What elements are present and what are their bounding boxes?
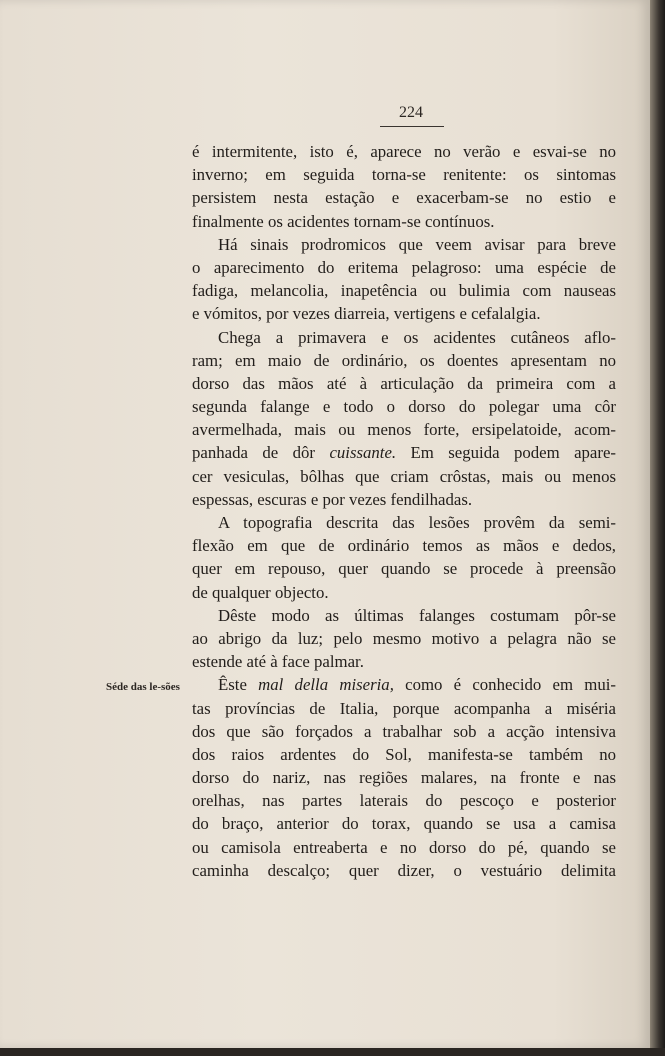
text-run: Em seguida podem apare-: [396, 443, 616, 463]
text-run: Chega a primavera e os acidentes cutâneos aflo-: [218, 327, 616, 347]
text-line: [192, 302, 616, 325]
text-line: [192, 279, 616, 302]
text-line-content: [192, 186, 616, 209]
text-line-content: [192, 534, 616, 557]
text-line: [192, 465, 616, 488]
text-line-content: [218, 511, 616, 534]
book-spine: [650, 0, 665, 1056]
text-line-content: [192, 627, 616, 650]
text-line-content: [192, 859, 616, 882]
text-run: e vómitos, por vezes diarreia, vertigens e cefalalgia.: [192, 304, 541, 324]
text-run: flexão em que de ordinário temos as mãos e dedos,: [192, 536, 616, 556]
text-line: [192, 766, 616, 789]
text-line: [192, 233, 616, 256]
text-run: fadiga, melancolia, inapetência ou bulimia com nauseas: [192, 281, 616, 301]
text-line-content: [192, 163, 616, 186]
text-line: [192, 859, 616, 882]
text-line: [192, 743, 616, 766]
text-run: dos que são forçados a trabalhar sob a acção intensiva: [192, 721, 616, 741]
text-run: espessas, escuras e por vezes fendilhadas.: [192, 489, 473, 509]
text-line: [192, 256, 616, 279]
text-line: [192, 488, 616, 511]
text-line: [192, 789, 616, 812]
text-line: [192, 441, 616, 464]
text-run: avermelhada, mais ou menos forte, ersipelatoide, acom-: [192, 420, 616, 440]
text-run: panhada de dôr: [192, 443, 330, 463]
text-run: do braço, anterior do torax, quando se usa a camisa: [192, 814, 616, 834]
text-run: Há sinais prodromicos que veem avisar para breve: [218, 234, 616, 254]
text-line: [192, 581, 616, 604]
text-run: Dêste modo as últimas falanges costumam pôr-se: [218, 605, 616, 625]
body-text: [192, 140, 616, 882]
marginal-note: Séde das le-sões: [106, 681, 180, 693]
text-line-content: [218, 604, 616, 627]
text-line-content: [192, 395, 616, 418]
italic-term: mal della miseria,: [258, 675, 394, 695]
text-run: ou camisola entreaberta e no dorso do pé, quando se: [192, 837, 616, 857]
text-line: [192, 511, 616, 534]
text-line-content: [218, 673, 616, 696]
text-run: quer em repouso, quer quando se procede à preensão: [192, 559, 616, 579]
text-run: orelhas, nas partes laterais do pescoço e posterior: [192, 791, 616, 811]
text-line: [192, 140, 616, 163]
text-run: dos raios ardentes do Sol, manifesta-se também no: [192, 744, 616, 764]
text-line: [192, 557, 616, 580]
text-line-content: [218, 326, 616, 349]
italic-term: cuissante.: [329, 443, 397, 463]
text-line: [192, 534, 616, 557]
text-line: [192, 720, 616, 743]
text-line: [192, 836, 616, 859]
text-run: caminha descalço; quer dizer, o vestuário delimita: [192, 860, 616, 880]
text-line-content: [192, 650, 616, 673]
text-line: [192, 697, 616, 720]
text-line: [192, 812, 616, 835]
text-line: [192, 326, 616, 349]
text-line-content: [192, 720, 616, 743]
text-line: [192, 673, 616, 696]
text-line: [192, 650, 616, 673]
text-run: tas províncias de Italia, porque acompanha a miséria: [192, 698, 616, 718]
text-line: [192, 163, 616, 186]
text-line-content: [192, 140, 616, 163]
text-run: estende até à face palmar.: [192, 652, 364, 672]
text-line-content: [192, 210, 616, 233]
text-run: dorso das mãos até à articulação da primeira com a: [192, 373, 616, 393]
text-run: inverno; em seguida torna-se renitente: os sintomas: [192, 165, 616, 185]
text-run: A topografia descrita das lesões provêm da semi-: [218, 513, 616, 532]
text-line-content: [192, 441, 616, 464]
text-line-content: [192, 372, 616, 395]
text-run: Êste: [218, 675, 259, 695]
text-line: [192, 210, 616, 233]
text-line-content: [218, 233, 616, 256]
page-number: 224: [399, 104, 423, 121]
text-run: dorso do nariz, nas regiões malares, na fronte e nas: [192, 768, 616, 788]
text-line-content: [192, 465, 616, 488]
text-line-content: [192, 256, 616, 279]
text-line-content: [192, 279, 616, 302]
text-line-content: [192, 488, 616, 511]
text-line: [192, 395, 616, 418]
text-run: persistem nesta estação e exacerbam-se no estio e: [192, 188, 616, 208]
text-run: ao abrigo da luz; pelo mesmo motivo a pelagra não se: [192, 628, 616, 648]
text-run: segunda falange e todo o dorso do polegar uma côr: [192, 397, 616, 417]
text-run: o aparecimento do eritema pelagroso: uma espécie de: [192, 257, 616, 277]
text-run: cer vesiculas, bôlhas que criam crôstas, mais ou menos: [192, 466, 616, 486]
text-line: [192, 372, 616, 395]
text-run: finalmente os acidentes tornam-se contínuos.: [192, 211, 495, 231]
text-line-content: [192, 557, 616, 580]
page-bottom-edge: [0, 1048, 665, 1056]
text-line-content: [192, 418, 616, 441]
text-line-content: [192, 766, 616, 789]
text-line: [192, 349, 616, 372]
text-run: como é conhecido em mui-: [393, 675, 616, 695]
text-line-content: [192, 836, 616, 859]
text-run: é intermitente, isto é, aparece no verão e esvai-se no: [192, 142, 616, 161]
text-line-content: [192, 743, 616, 766]
text-line: [192, 604, 616, 627]
text-line: [192, 418, 616, 441]
text-line-content: [192, 349, 616, 372]
text-line-content: [192, 789, 616, 812]
text-line: [192, 186, 616, 209]
text-line: [192, 627, 616, 650]
text-line-content: [192, 812, 616, 835]
text-line-content: [192, 581, 616, 604]
text-line-content: [192, 697, 616, 720]
text-line-content: [192, 302, 616, 325]
page-number-rule: [380, 126, 444, 127]
text-run: de qualquer objecto.: [192, 582, 329, 602]
text-run: ram; em maio de ordinário, os doentes apresentam no: [192, 350, 616, 370]
